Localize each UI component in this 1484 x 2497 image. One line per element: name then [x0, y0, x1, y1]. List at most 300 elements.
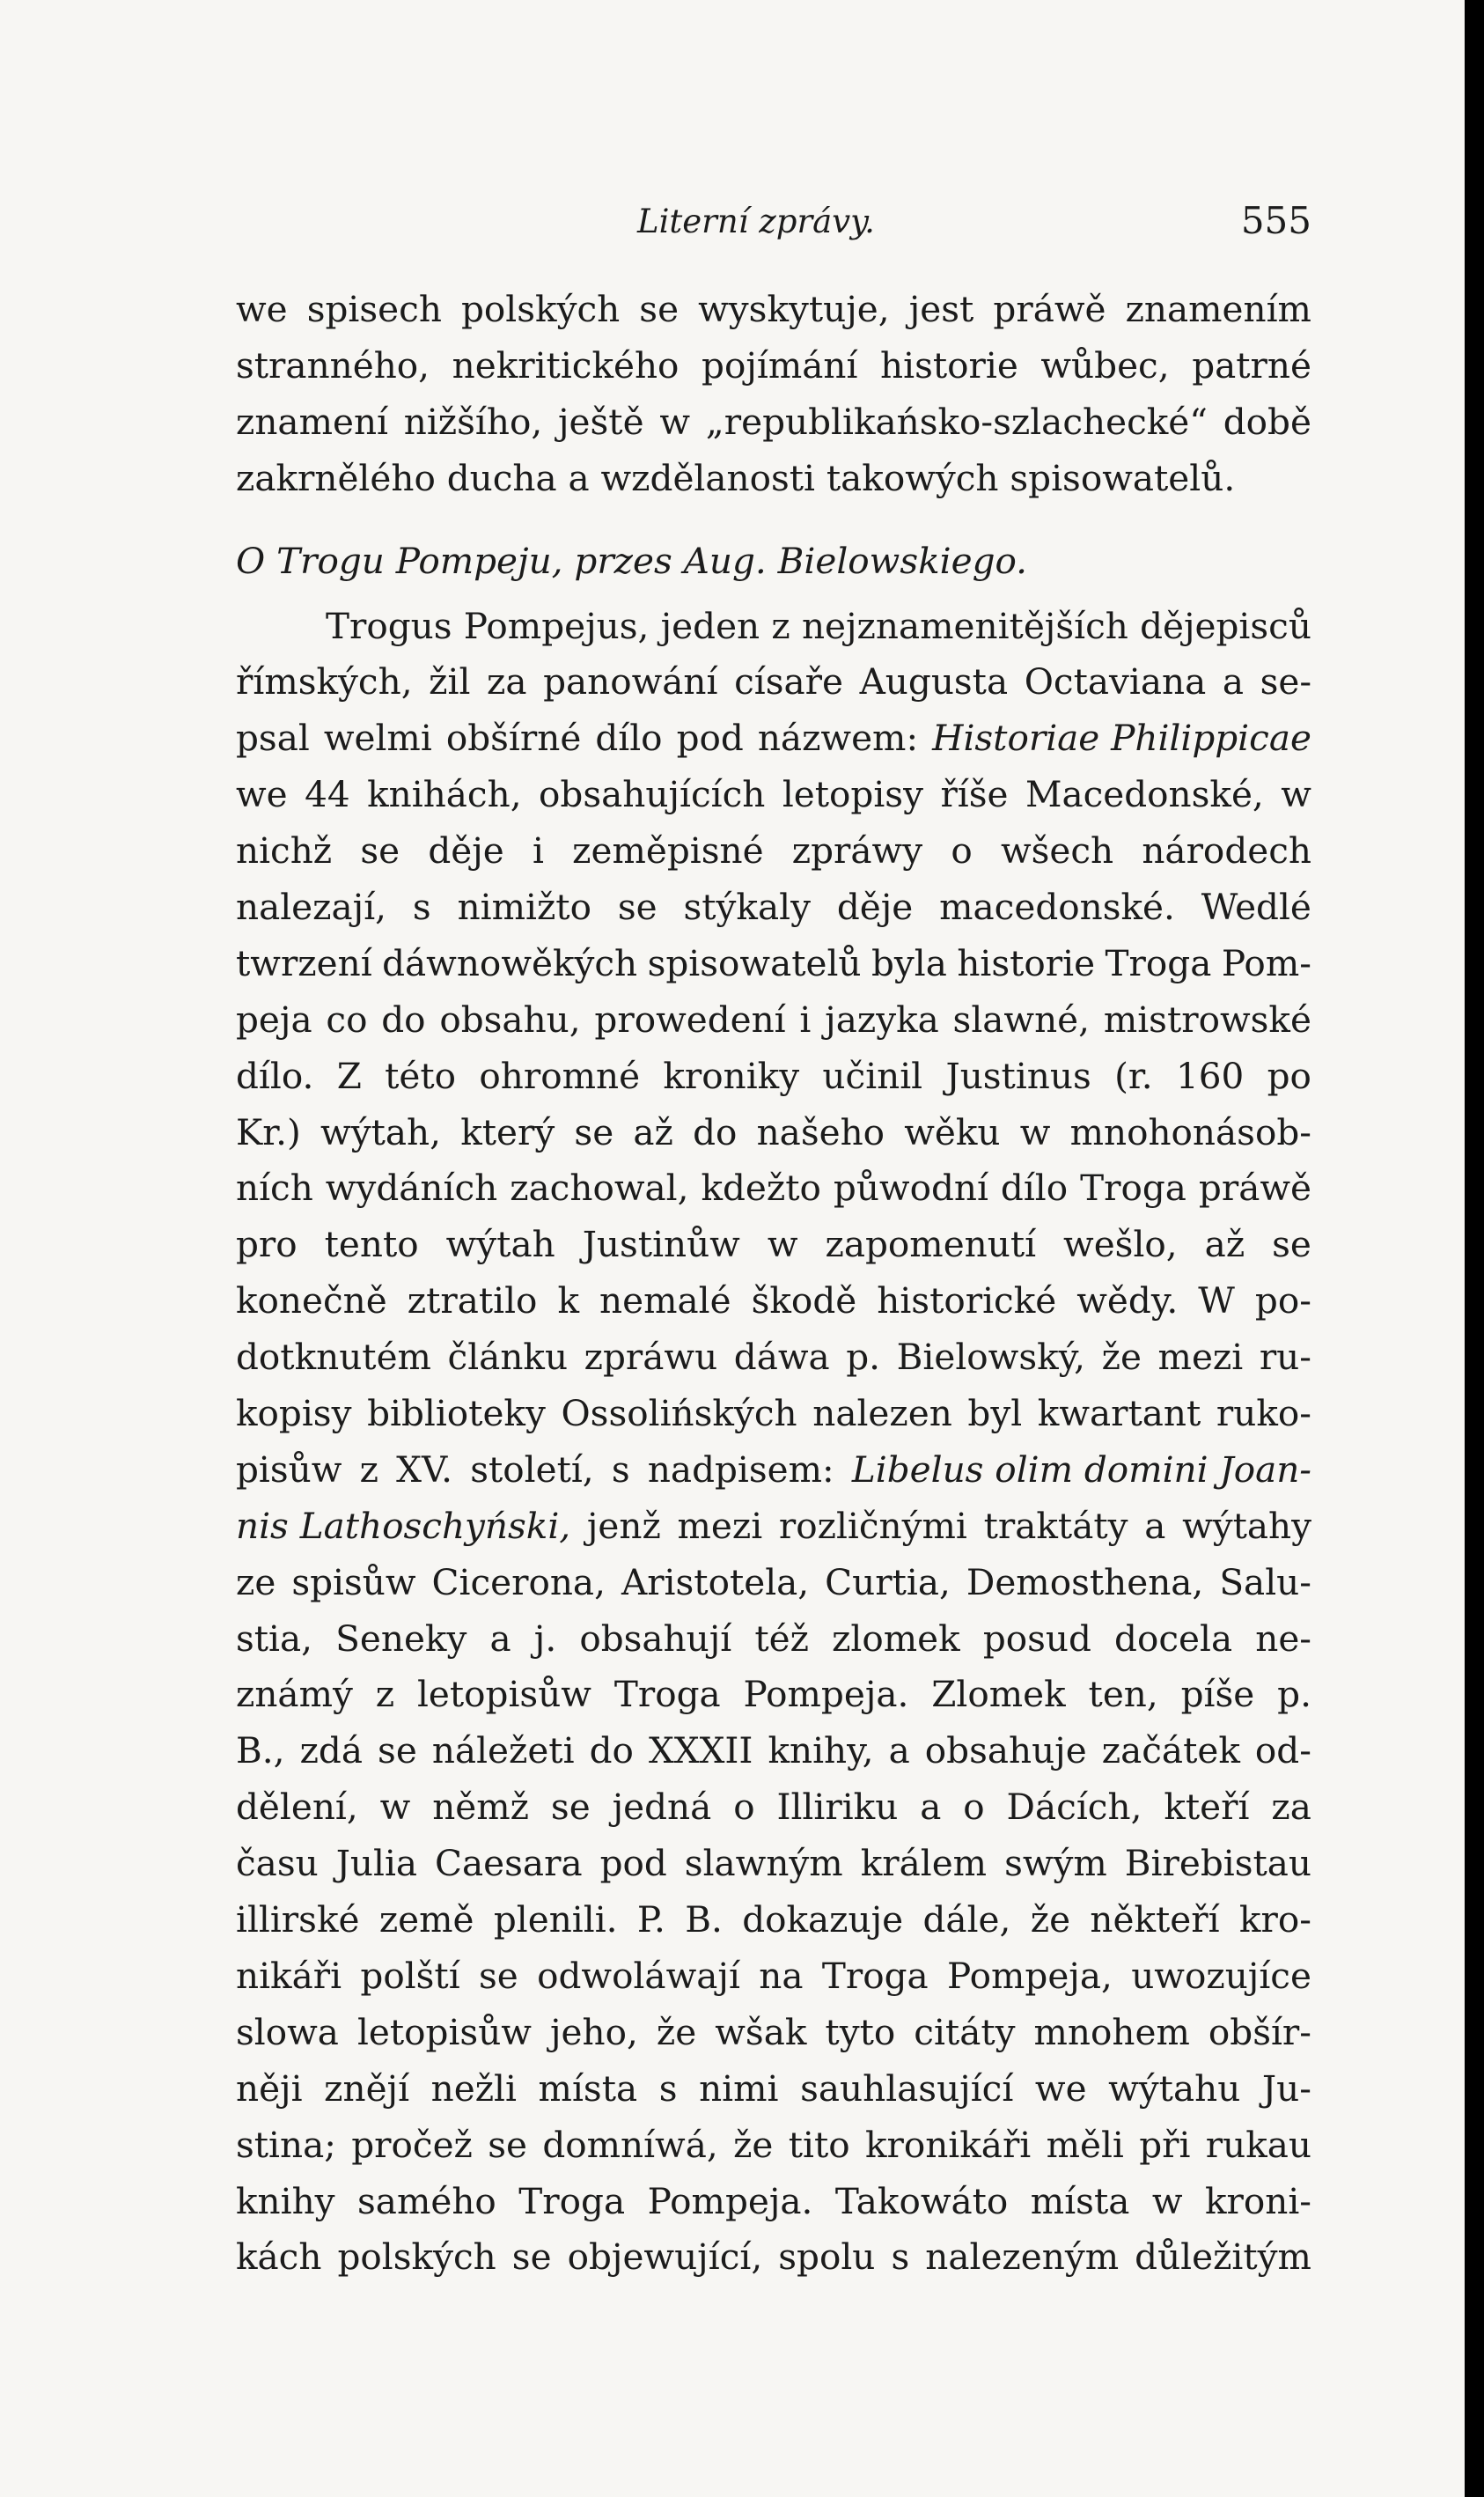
word: článku — [447, 1336, 569, 1379]
word: obsahu, — [439, 998, 581, 1041]
word: se — [511, 2236, 552, 2279]
word: dílo. — [236, 1054, 314, 1097]
word: kách — [236, 2236, 322, 2279]
word: že — [656, 2010, 697, 2053]
word: Takowáto — [834, 2179, 1009, 2222]
word: práwě — [1198, 1167, 1311, 1210]
word: Kr.) — [236, 1110, 301, 1153]
word: w — [767, 1223, 798, 1266]
page-edge-shadow — [1465, 0, 1484, 2497]
word: p. — [1277, 1673, 1311, 1716]
word: wýtah, — [320, 1110, 441, 1153]
word: wšech — [1000, 829, 1114, 873]
section-heading: O Trogu Pompeju, przes Aug. Bielowskiego. — [236, 539, 1028, 582]
word: nimižto — [457, 886, 591, 929]
word: se — [574, 1110, 614, 1153]
word: s — [658, 2066, 678, 2110]
text-line — [236, 1442, 1311, 1499]
word: zapomenutí — [825, 1223, 1037, 1266]
word: letopisy — [782, 773, 923, 816]
word: země — [378, 1898, 474, 1941]
word: byla — [871, 941, 947, 984]
running-head — [236, 195, 1311, 257]
word: se — [1272, 1223, 1311, 1266]
word: měli — [1046, 2123, 1124, 2166]
word: Ossolińských — [561, 1392, 797, 1435]
word: práwě — [993, 288, 1106, 330]
word: slawným — [684, 1842, 843, 1885]
word: ještě — [558, 400, 644, 443]
word: knihy — [236, 2179, 335, 2222]
word: římských, — [236, 660, 413, 703]
word: Pompeja, — [947, 1954, 1113, 1997]
text-line — [236, 599, 1311, 655]
word: spolu — [778, 2236, 876, 2279]
word: který — [460, 1110, 555, 1153]
word: kdežto — [701, 1167, 821, 1210]
word: mezi — [1157, 1336, 1244, 1379]
word: obšír- — [1208, 2010, 1311, 2053]
word: stýkaly — [683, 886, 811, 929]
text-line — [236, 2061, 1311, 2118]
word: we — [236, 773, 288, 816]
word: obsahují — [579, 1617, 732, 1660]
word: domníwá, — [542, 2123, 718, 2166]
word: do — [589, 1729, 634, 1772]
word: pojímání — [702, 343, 858, 387]
word: při — [1139, 2123, 1191, 2166]
word: samého — [357, 2179, 496, 2222]
word: Cicerona, — [431, 1560, 606, 1603]
text-line — [236, 1217, 1311, 1273]
word: národech — [1142, 829, 1311, 873]
word: že — [733, 2123, 774, 2166]
word: k — [557, 1279, 580, 1322]
word: jeden — [660, 604, 760, 647]
manuscript-title: Libelus olim domini Joan- — [851, 1447, 1311, 1491]
word: císaře — [734, 660, 843, 703]
word: twrzení — [236, 941, 372, 984]
word: obsahujících — [539, 773, 766, 816]
word: do — [693, 1110, 738, 1153]
text-line — [236, 1105, 1311, 1161]
manuscript-title-cont: nis Lathoschyński, — [236, 1504, 571, 1547]
text-line — [236, 282, 1311, 338]
word: z — [359, 1447, 378, 1491]
word: ruko- — [1216, 1392, 1311, 1435]
word: XXXII — [648, 1729, 753, 1772]
word: králem — [860, 1842, 988, 1885]
word: ru- — [1259, 1336, 1311, 1379]
word: swým — [1004, 1842, 1107, 1885]
word: kopisy — [236, 1392, 352, 1435]
word: nalezen — [812, 1392, 952, 1435]
text-line — [236, 823, 1311, 880]
word: od- — [1254, 1729, 1311, 1772]
word: ních — [236, 1167, 313, 1210]
word: wýtah — [445, 1223, 555, 1266]
word: Troga — [1105, 941, 1212, 984]
word: obsahuje — [924, 1729, 1087, 1772]
word: ohromné — [479, 1054, 641, 1097]
word: z — [375, 1673, 395, 1716]
word: a — [920, 1786, 942, 1829]
word: o — [951, 829, 973, 873]
word: w — [1019, 1110, 1051, 1153]
word: o — [733, 1786, 755, 1829]
word: dělení, — [236, 1786, 358, 1829]
word: až — [633, 1110, 673, 1153]
word: a — [888, 1729, 910, 1772]
word: posud — [982, 1617, 1091, 1660]
word: 44 — [305, 773, 350, 816]
word: tento — [324, 1223, 419, 1266]
word: Aristotela, — [621, 1560, 810, 1603]
word: patrné — [1192, 343, 1311, 387]
word: Justinůw — [582, 1223, 740, 1266]
word: ne- — [1255, 1617, 1311, 1660]
word: až — [1204, 1223, 1245, 1266]
word: znamení — [236, 400, 388, 443]
word: době — [1223, 400, 1311, 443]
word: názwem: — [757, 717, 919, 760]
word: stia, — [236, 1617, 313, 1660]
word: místa — [538, 2066, 638, 2110]
word: wšak — [715, 2010, 807, 2053]
page-number: 555 — [1240, 199, 1311, 242]
text-line — [236, 1667, 1311, 1723]
word: spisowatelů — [647, 941, 862, 984]
word: znamením — [1125, 288, 1311, 330]
word: zpráwu — [584, 1336, 718, 1379]
word: Pompejus, — [463, 604, 650, 647]
word: illirské — [236, 1898, 360, 1941]
word: mezi — [677, 1504, 763, 1547]
word: této — [385, 1054, 457, 1097]
word: stina; — [236, 2123, 336, 2166]
text-line — [236, 2118, 1311, 2174]
word: důležitým — [1135, 2236, 1311, 2279]
word: někteří — [1090, 1898, 1220, 1941]
word: pročež — [351, 2123, 473, 2166]
word: půwodní — [833, 1167, 988, 1210]
word: Troga — [518, 2179, 626, 2222]
word: odwoláwají — [537, 1954, 740, 1997]
word: žil — [429, 660, 471, 703]
word: historické — [877, 1279, 1057, 1322]
word: o — [963, 1786, 985, 1829]
word: docela — [1114, 1617, 1233, 1660]
word: kwartant — [1037, 1392, 1201, 1435]
word: Macedonské, — [1025, 773, 1264, 816]
text-line — [236, 1160, 1311, 1217]
word: wýtahu — [1108, 2066, 1241, 2110]
word: biblioteky — [367, 1392, 546, 1435]
word: peja — [236, 998, 312, 1041]
word: tyto — [825, 2010, 896, 2053]
word: Seneky — [335, 1617, 467, 1660]
word: s — [611, 1447, 630, 1491]
word: Troga — [821, 1954, 929, 1997]
word: kteří — [1164, 1786, 1250, 1829]
word: historie — [880, 343, 1018, 387]
text-line — [236, 1892, 1311, 1948]
word: po- — [1254, 1279, 1311, 1322]
word: zeměpisné — [572, 829, 764, 873]
text-line — [236, 1499, 1311, 1555]
work-title: Historiae Philippicae — [932, 717, 1311, 760]
word: Zlomek — [931, 1673, 1066, 1716]
word: welmi — [323, 717, 432, 760]
word: spisůw — [291, 1560, 416, 1603]
text-line — [236, 767, 1311, 823]
word: citáty — [914, 2010, 1016, 2053]
word: nichž — [236, 829, 333, 873]
word: wyskytuje, — [698, 288, 890, 330]
word: „republikańsko-szlachecké“ — [705, 400, 1208, 443]
word: nižšího, — [403, 400, 543, 443]
text-line — [236, 1836, 1311, 1892]
word: wědy. — [1076, 1279, 1179, 1322]
word: nimi — [699, 2066, 779, 2110]
word: B. — [685, 1898, 723, 1941]
word: P. — [636, 1898, 665, 1941]
word: do — [381, 998, 426, 1041]
word: we — [1034, 2066, 1087, 2110]
word: Curtia, — [825, 1560, 951, 1603]
word: pod — [599, 1842, 667, 1885]
word: we — [236, 288, 288, 330]
word: něji — [236, 2066, 303, 2110]
word: letopisůw — [356, 2010, 532, 2053]
text-line — [236, 2174, 1311, 2230]
text-line — [236, 394, 1311, 451]
word: ten, — [1088, 1673, 1158, 1716]
word: učinil — [822, 1054, 923, 1097]
word: w — [379, 1786, 411, 1829]
text-line — [236, 1273, 1311, 1330]
text-line — [236, 1723, 1311, 1779]
word: se — [639, 288, 680, 330]
word: zlomek — [832, 1617, 960, 1660]
word: němž — [432, 1786, 530, 1829]
word: dotknutém — [236, 1336, 431, 1379]
word: zakrnělého ducha a wzdělanosti takowých spisowatelů. — [236, 456, 1236, 499]
word: dílo — [1000, 1167, 1069, 1210]
word: jazyka — [825, 998, 939, 1041]
word: se- — [1260, 660, 1311, 703]
word: Pompeja. — [647, 2179, 813, 2222]
word: Troga — [613, 1673, 721, 1716]
word: zachowal, — [510, 1167, 689, 1210]
word: zdá — [299, 1729, 363, 1772]
word: jest — [908, 288, 974, 330]
word: s — [891, 2236, 910, 2279]
word: konečně — [236, 1279, 387, 1322]
word: mistrowské — [1103, 998, 1311, 1041]
word: prowedení — [594, 998, 786, 1041]
word: dílo — [595, 717, 663, 760]
word: na — [759, 1954, 804, 1997]
word: Birebistau — [1124, 1842, 1311, 1885]
text-line — [236, 2005, 1311, 2061]
text-line — [236, 1386, 1311, 1442]
word: a — [1222, 660, 1244, 703]
word: začátek — [1101, 1729, 1240, 1772]
word: píše — [1180, 1673, 1255, 1716]
word: Troga — [1080, 1167, 1186, 1210]
word: Caesara — [435, 1842, 583, 1885]
word: nalezají, — [236, 886, 387, 929]
text-line — [236, 654, 1311, 711]
word: traktáty — [983, 1504, 1128, 1547]
word: macedonské. — [939, 886, 1175, 929]
word: Julia — [335, 1842, 418, 1885]
word: z — [771, 604, 790, 647]
word: našeho — [756, 1110, 885, 1153]
word: dějepisců — [1140, 604, 1311, 647]
word: j. — [533, 1617, 557, 1660]
text-line — [236, 2229, 1311, 2286]
word: co — [326, 998, 368, 1041]
word: ztratilo — [407, 1279, 538, 1322]
word: byl — [967, 1392, 1023, 1435]
word: dále, — [922, 1898, 1011, 1941]
word: w — [659, 400, 691, 443]
word: náležeti — [431, 1729, 575, 1772]
word: že — [1030, 1898, 1071, 1941]
word: knihách, — [367, 773, 522, 816]
word: Bielowský, — [896, 1336, 1086, 1379]
word: wešlo, — [1063, 1223, 1178, 1266]
word: děje — [428, 829, 504, 873]
word: panowání — [543, 660, 718, 703]
word: též — [754, 1617, 809, 1660]
word: tito — [788, 2123, 850, 2166]
text-line — [236, 936, 1311, 992]
word: století, — [470, 1447, 594, 1491]
word: pod — [676, 717, 744, 760]
word: Illiriku — [776, 1786, 899, 1829]
word: w — [1151, 2179, 1183, 2222]
word: za — [1271, 1786, 1311, 1829]
word: Trogus — [326, 604, 452, 647]
word: mnohem — [1033, 2010, 1190, 2053]
word: kroni- — [1204, 2179, 1311, 2222]
word: objewující, — [567, 2236, 763, 2279]
word: wýtahy — [1182, 1504, 1311, 1547]
word: se — [550, 1786, 591, 1829]
word: nekritického — [452, 343, 680, 387]
word: Dácích, — [1006, 1786, 1142, 1829]
text-line — [236, 1611, 1311, 1668]
word: se — [378, 1729, 417, 1772]
word: kroniky — [663, 1054, 800, 1097]
word: 160 — [1175, 1054, 1245, 1097]
word: knihy, — [768, 1729, 874, 1772]
word: a — [1144, 1504, 1166, 1547]
word: dáwa — [733, 1336, 830, 1379]
word: XV. — [396, 1447, 453, 1491]
word: nadpisem: — [647, 1447, 834, 1491]
word: Octaviana — [1024, 660, 1207, 703]
word: polských — [460, 288, 621, 330]
word: jeho, — [550, 2010, 638, 2053]
word: psal — [236, 717, 310, 760]
word: jedná — [612, 1786, 712, 1829]
word: pro — [236, 1223, 298, 1266]
word: Wedlé — [1201, 886, 1311, 929]
word: letopisůw — [416, 1673, 591, 1716]
word: Salu- — [1219, 1560, 1311, 1603]
word: plenili. — [493, 1898, 618, 1941]
text-line — [236, 1948, 1311, 2005]
word: místa — [1030, 2179, 1130, 2222]
text-line — [236, 992, 1311, 1049]
word: polských — [337, 2236, 496, 2279]
word: říše — [940, 773, 1009, 816]
word: mnohonásob- — [1069, 1110, 1311, 1153]
word: nemalé — [599, 1279, 731, 1322]
word: nežli — [430, 2066, 517, 2110]
word: s — [412, 886, 431, 929]
text-line — [236, 1555, 1311, 1611]
text-line — [236, 1049, 1311, 1105]
text-line — [236, 711, 1311, 767]
word: Justinus — [945, 1054, 1091, 1097]
word: času — [236, 1842, 319, 1885]
word: spisech — [306, 288, 442, 330]
word: p. — [846, 1336, 881, 1379]
word: škodě — [751, 1279, 857, 1322]
word: polští — [360, 1954, 460, 1997]
word: (r. — [1114, 1054, 1153, 1097]
word: wydáních — [325, 1167, 498, 1210]
word: jenž — [586, 1504, 661, 1547]
word: W — [1198, 1279, 1235, 1322]
running-head-title: Literní zprávy. — [637, 203, 875, 240]
word: rukau — [1205, 2123, 1311, 2166]
word: po — [1267, 1054, 1311, 1097]
word: a — [489, 1617, 511, 1660]
word: dáwnowěkých — [382, 941, 638, 984]
word: Augusta — [859, 660, 1009, 703]
word: nalezeným — [925, 2236, 1120, 2279]
word: se — [617, 886, 658, 929]
word: za — [487, 660, 527, 703]
word: obšírné — [445, 717, 582, 760]
word: i — [532, 829, 544, 873]
word: ze — [236, 1560, 276, 1603]
word: kro- — [1238, 1898, 1311, 1941]
word: děje — [836, 886, 914, 929]
text-line — [236, 1779, 1311, 1836]
word: Pom- — [1221, 941, 1311, 984]
text-line — [236, 338, 1311, 394]
word: slawné, — [952, 998, 1091, 1041]
word: pisůw — [236, 1447, 342, 1491]
word: rozličnými — [778, 1504, 967, 1547]
word: B., — [236, 1729, 285, 1772]
page-body — [236, 282, 1311, 2286]
word: se — [488, 2123, 527, 2166]
word: stranného, — [236, 343, 430, 387]
word: i — [799, 998, 812, 1041]
text-line — [236, 1330, 1311, 1386]
word: dokazuje — [742, 1898, 904, 1941]
word: Ju- — [1261, 2066, 1311, 2110]
word: Z — [336, 1054, 362, 1097]
